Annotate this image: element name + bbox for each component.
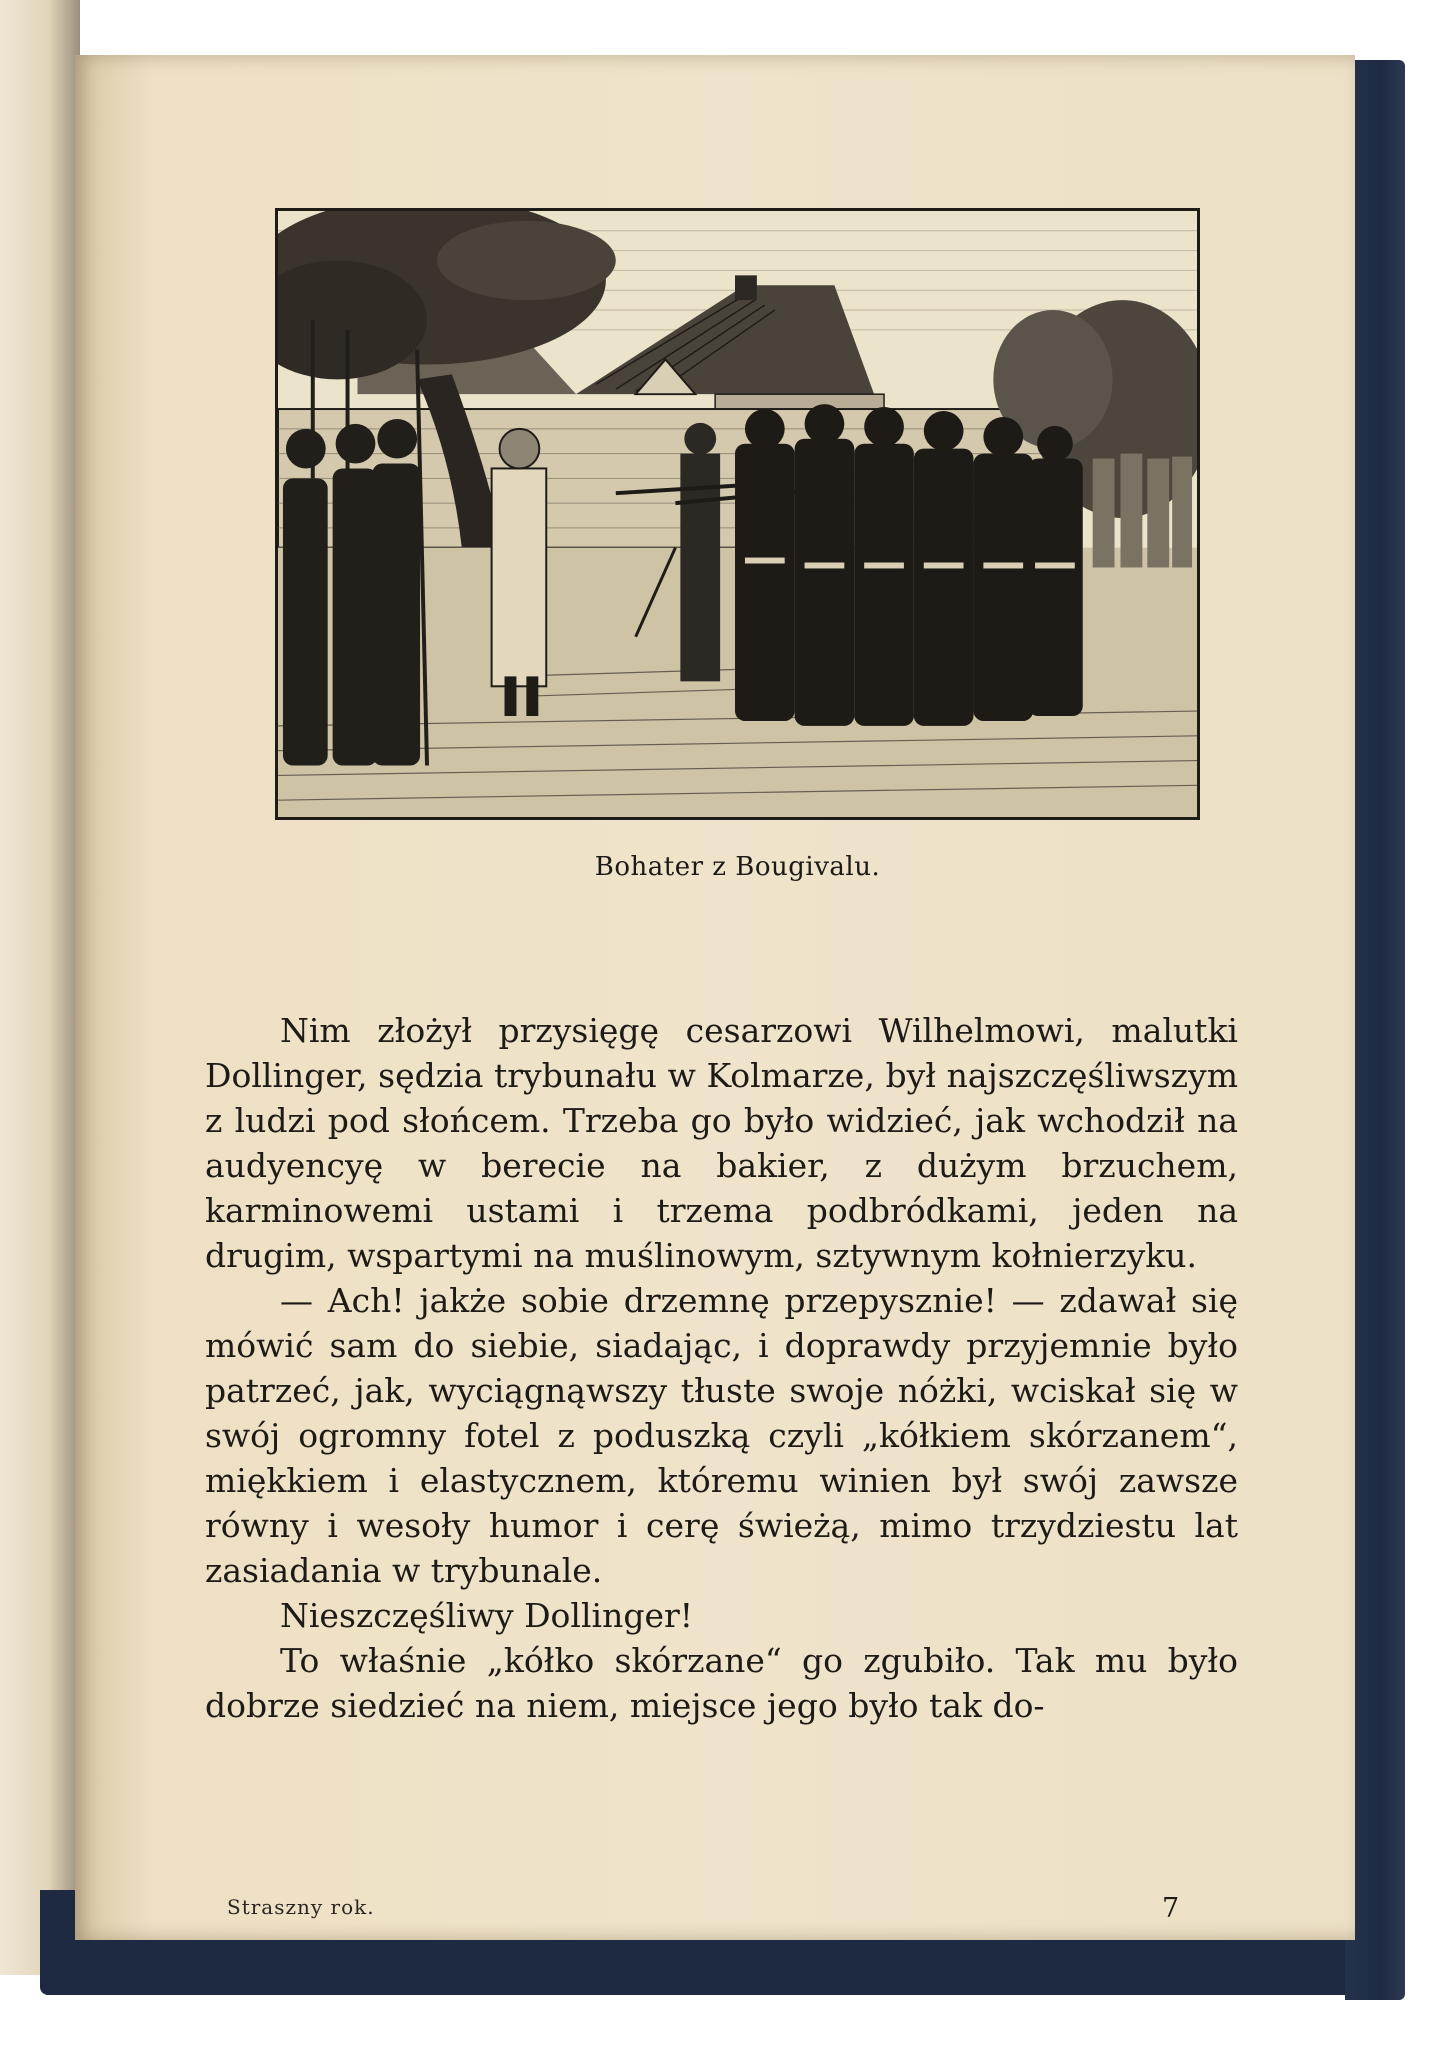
paragraph-2: — Ach! jakże sobie drzemnę przepysznie! — zdawał się mówić sam do siebie, siadając, i doprawdy przyjemnie było patrzeć, jak, wyciągnąwszy tłuste swoje nóżki, wciskał się w swój ogromny fotel z poduszką czyli „kółkiem skórzanem“, miękkiem i elastycznem, któremu winien był swój zawsze równy i wesoły humor i cerę świeżą, mimo trzydziestu lat zasiadania w trybunale.	[205, 1281, 1238, 1590]
page-number: 7	[1162, 1893, 1180, 1924]
illustration-caption: Bohater z Bougivalu.	[594, 852, 881, 882]
paragraph-4: To właśnie „kółko skórzane“ go zgubiło. Tak mu było dobrze siedzieć na niem, miejsce jego było tak do-	[205, 1641, 1238, 1725]
engraving-firing-squad-image	[275, 208, 1200, 820]
body-text	[205, 1008, 1238, 1728]
footer-signature: Straszny rok.	[227, 1895, 375, 1919]
paragraph-3: Nieszczęśliwy Dollinger!	[280, 1596, 694, 1635]
book-spine-left	[0, 0, 80, 1975]
paragraph-1: Nim złożył przysięgę cesarzowi Wilhelmowi, malutki Dollinger, sędzia trybunału w Kolmarze, był najszczęśliwszym z ludzi pod słońcem. Trzeba go było widzieć, jak wchodził na audyencyę w berecie na bakier, z dużym brzuchem, karminowemi ustami i trzema podbródkami, jeden na drugim, wspartymi na muślinowym, sztywnym kołnierzyku.	[205, 1011, 1238, 1275]
